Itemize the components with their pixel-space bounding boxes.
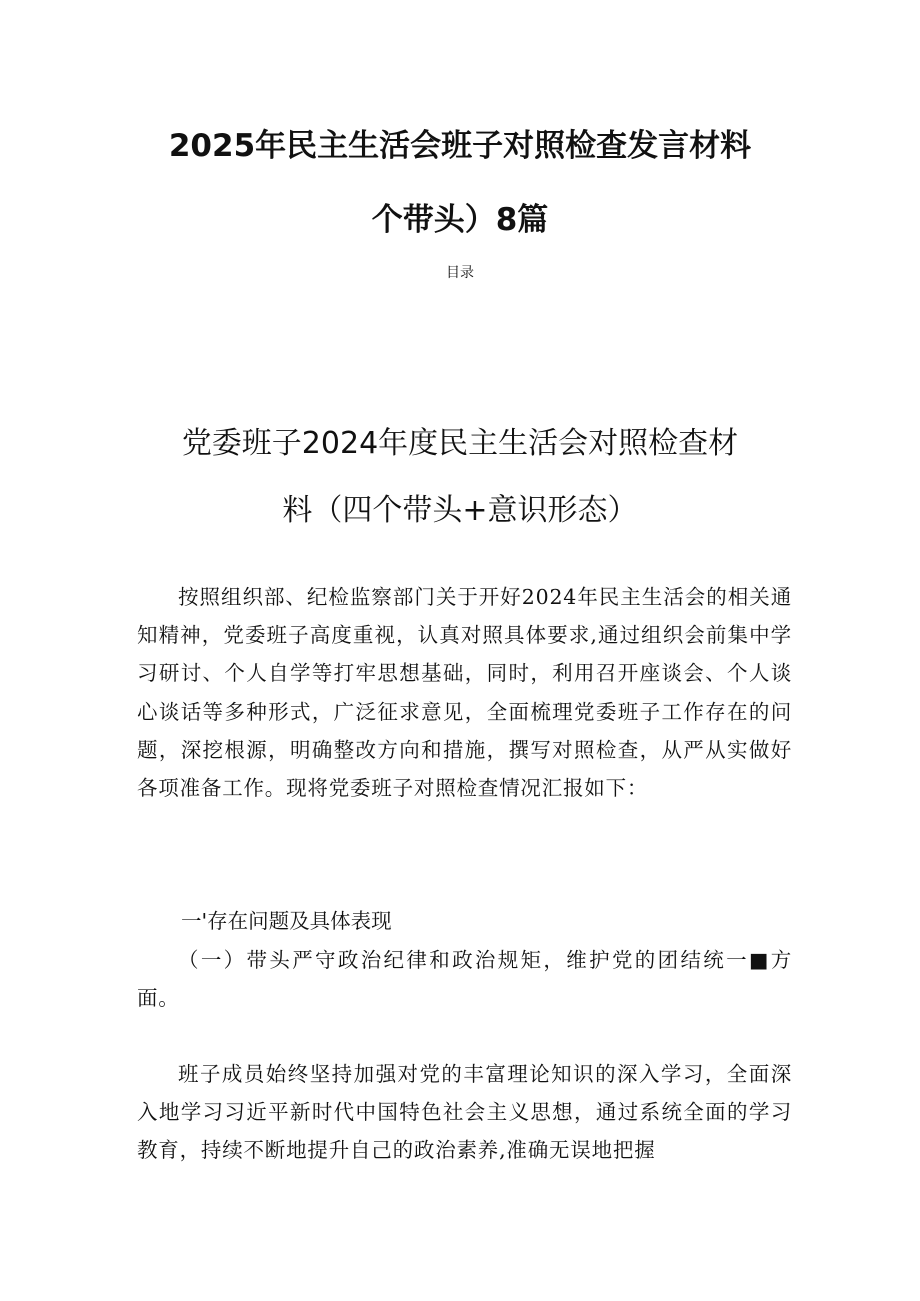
subheading-political-discipline: （一）带头严守政治纪律和政治规矩，维护党的团结统一■方面。 <box>137 948 792 1011</box>
section-title-line-2: 料（四个带头+意识形态） <box>282 493 638 528</box>
section-title-line-1: 党委班子2024年度民主生活会对照检查材 <box>181 426 739 461</box>
intro-paragraph: 按照组织部、纪检监察部门关于开好2024年民主生活会的相关通知精神，党委班子高度重视，认真对照具体要求,通过组织会前集中学习研讨、个人自学等打牢思想基础，同时，利用召开座谈会、个人谈心谈话等多种形式，广泛征求意见，全面梳理党委班子工作存在的问题，深挖根源，明确整改方向和措施，撰写对照检查，从严从实做好各项准备工作。现将党委班子对照检查情况汇报如下： <box>137 585 792 801</box>
document-title-line-1: 2025年民主生活会班子对照检查发言材料 <box>168 128 752 164</box>
toc-label: 目录 <box>446 265 474 281</box>
body-paragraph: 班子成员始终坚持加强对党的丰富理论知识的深入学习，全面深入地学习习近平新时代中国特色社会主义思想，通过系统全面的学习教育，持续不断地提升自己的政治素养,准确无误地把握 <box>137 1062 792 1163</box>
section-heading-problems: 一'存在问题及具体表现 <box>181 909 392 933</box>
document-title-line-2: 个带头）8篇 <box>371 202 549 238</box>
